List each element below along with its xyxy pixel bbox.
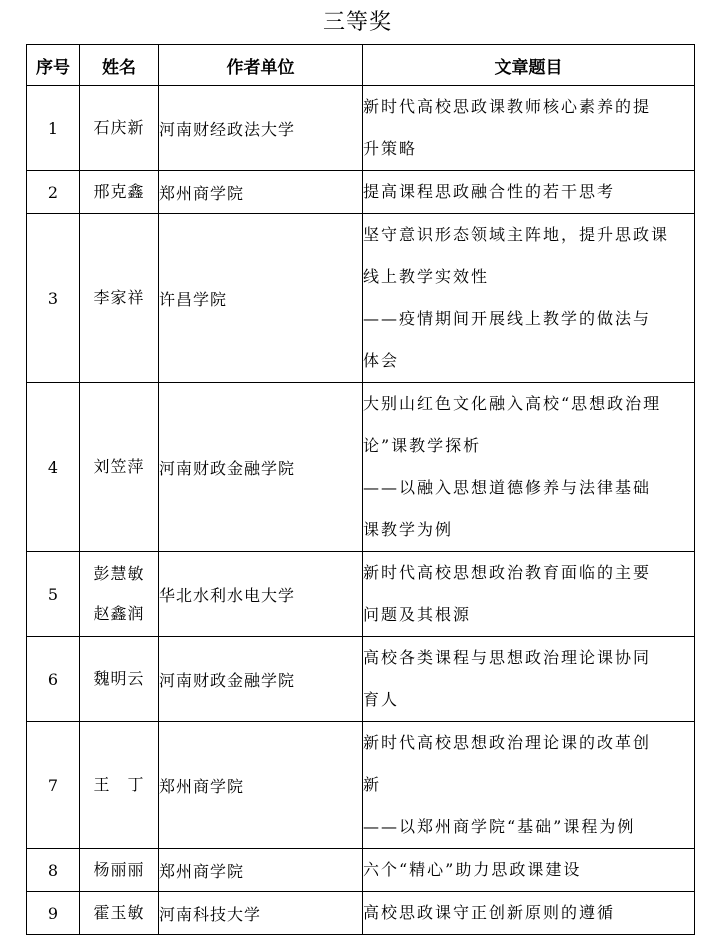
author-name: 赵鑫润 [93, 604, 145, 623]
cell-no: 3 [27, 214, 80, 383]
award-table [26, 44, 695, 935]
cell-no: 2 [27, 171, 80, 214]
article-title-line: 六个“精心”助力思政课建设 [363, 860, 582, 879]
article-title-line: 新 [363, 775, 382, 794]
article-title-line: 论”课教学探析 [363, 436, 482, 455]
article-title-line: 坚守意识形态领域主阵地，提升思政课 [363, 225, 670, 244]
article-title-line: 升策略 [363, 139, 418, 158]
cell-unit: 华北水利水电大学 [159, 552, 363, 637]
cell-article-title [363, 86, 695, 171]
cell-unit: 河南财经政法大学 [159, 86, 363, 171]
article-title-line: 大别山红色文化融入高校“思想政治理 [363, 394, 662, 413]
cell-article-title [363, 849, 695, 892]
article-title-line: 体会 [363, 351, 400, 370]
author-name: 杨丽丽 [93, 860, 145, 879]
cell-unit: 许昌学院 [159, 214, 363, 383]
article-title-line: 新时代高校思想政治教育面临的主要 [363, 563, 652, 582]
cell-name [80, 171, 159, 214]
table-row [27, 86, 695, 171]
article-title-line: ——以融入思想道德修养与法律基础 [363, 478, 652, 497]
cell-unit: 郑州商学院 [159, 171, 363, 214]
author-name: 彭慧敏 [93, 564, 145, 583]
page-title: 三等奖 [322, 10, 392, 35]
cell-article-title [363, 892, 695, 935]
author-name: 刘笠萍 [93, 457, 145, 476]
author-name: 李家祥 [93, 288, 145, 307]
cell-article-title [363, 552, 695, 637]
article-title-line: 高校各类课程与思想政治理论课协同 [363, 648, 652, 667]
cell-unit: 郑州商学院 [159, 849, 363, 892]
cell-name [80, 849, 159, 892]
cell-no: 7 [27, 722, 80, 849]
cell-name [80, 722, 159, 849]
article-title-line: 线上教学实效性 [363, 267, 490, 286]
cell-no: 5 [27, 552, 80, 637]
author-name: 魏明云 [93, 669, 145, 688]
cell-name [80, 637, 159, 722]
cell-name [80, 892, 159, 935]
cell-article-title [363, 171, 695, 214]
table-row [27, 171, 695, 214]
table-row [27, 637, 695, 722]
cell-unit: 河南科技大学 [159, 892, 363, 935]
cell-name [80, 552, 159, 637]
cell-name [80, 86, 159, 171]
cell-unit: 河南财政金融学院 [159, 637, 363, 722]
table-header-row [27, 45, 695, 86]
author-name: 邢克鑫 [93, 182, 145, 201]
author-name: 石庆新 [93, 118, 145, 137]
cell-name [80, 214, 159, 383]
table-body [27, 86, 695, 935]
article-title-line: 课教学为例 [363, 520, 454, 539]
author-name: 王 丁 [93, 775, 145, 794]
header-unit: 作者单位 [159, 45, 363, 86]
cell-name [80, 383, 159, 552]
cell-article-title [363, 214, 695, 383]
cell-no: 1 [27, 86, 80, 171]
header-article: 文章题目 [363, 45, 695, 86]
header-no: 序号 [27, 45, 80, 86]
article-title-line: 问题及其根源 [363, 605, 472, 624]
cell-no: 9 [27, 892, 80, 935]
cell-no: 6 [27, 637, 80, 722]
cell-no: 4 [27, 383, 80, 552]
table-row [27, 552, 695, 637]
table-row [27, 849, 695, 892]
article-title-line: 提高课程思政融合性的若干思考 [363, 182, 616, 201]
article-title-line: ——疫情期间开展线上教学的做法与 [363, 309, 652, 328]
table-row [27, 383, 695, 552]
article-title-line: 新时代高校思政课教师核心素养的提 [363, 97, 652, 116]
cell-article-title [363, 383, 695, 552]
article-title-line: 育人 [363, 690, 400, 709]
table-row [27, 892, 695, 935]
cell-unit: 河南财政金融学院 [159, 383, 363, 552]
table-row [27, 722, 695, 849]
author-name: 霍玉敏 [93, 903, 145, 922]
article-title-line: ——以郑州商学院“基础”课程为例 [363, 817, 636, 836]
article-title-line: 新时代高校思想政治理论课的改革创 [363, 733, 652, 752]
cell-no: 8 [27, 849, 80, 892]
cell-article-title [363, 722, 695, 849]
table-row [27, 214, 695, 383]
cell-unit: 郑州商学院 [159, 722, 363, 849]
header-name: 姓名 [80, 45, 159, 86]
cell-article-title [363, 637, 695, 722]
article-title-line: 高校思政课守正创新原则的遵循 [363, 903, 616, 922]
